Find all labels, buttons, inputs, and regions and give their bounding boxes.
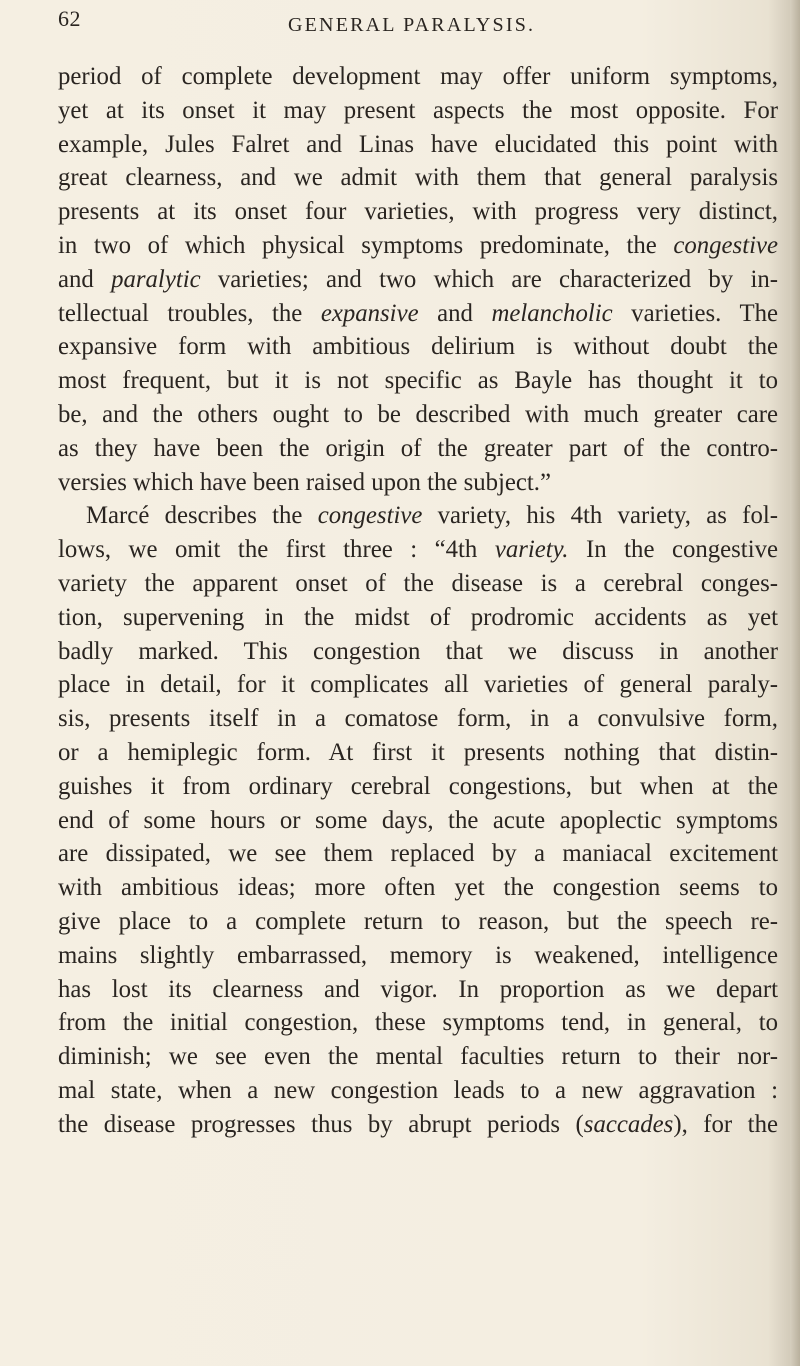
text-segment: mains slightly embarrassed, memory is weakened, intelligence: [58, 941, 778, 969]
text-line: [58, 973, 778, 1007]
text-segment: give place to a complete return to reason, but the speech re-: [58, 907, 778, 935]
text-line: [58, 195, 778, 229]
text-segment: variety the apparent onset of the disease is a cerebral conges-: [58, 569, 778, 597]
text-line: [58, 1006, 778, 1040]
text-segment: versies which have been raised upon the subject.”: [58, 468, 552, 496]
text-line: [58, 1108, 778, 1142]
italic-text: congestive: [317, 502, 423, 530]
text-line: [58, 466, 778, 500]
text-line: [58, 668, 778, 702]
page-edge: [790, 0, 800, 1366]
text-line: [58, 905, 778, 939]
italic-text: congestive: [673, 231, 778, 259]
text-segment: variety, his 4th variety, as fol-: [422, 502, 778, 530]
text-line: [58, 1040, 778, 1074]
text-segment: sis, presents itself in a comatose form, in a convulsive form,: [58, 705, 778, 733]
text-segment: and: [418, 299, 492, 327]
text-line: [58, 601, 778, 635]
text-line: [58, 871, 778, 905]
text-line: [58, 533, 778, 567]
text-segment: Marcé describes the: [86, 502, 318, 530]
text-line: [58, 229, 778, 263]
text-segment: or a hemiplegic form. At first it presents nothing that distin-: [58, 738, 778, 766]
text-line: [58, 804, 778, 838]
text-segment: guishes it from ordinary cerebral congestions, but when at the: [58, 772, 778, 800]
text-segment: expansive form with ambitious delirium is without doubt the: [58, 333, 778, 361]
text-line: [58, 94, 778, 128]
text-segment: great clearness, and we admit with them that general paralysis: [58, 164, 778, 192]
text-line: [58, 297, 778, 331]
italic-text: expansive: [320, 299, 419, 327]
text-segment: with ambitious ideas; more often yet the congestion seems to: [58, 874, 778, 902]
text-segment: ), for the: [673, 1110, 778, 1138]
running-head: GENERAL PARALYSIS.: [288, 14, 536, 36]
text-segment: from the initial congestion, these symptoms tend, in general, to: [58, 1009, 778, 1037]
text-line: [58, 263, 778, 297]
text-segment: as they have been the origin of the greater part of the contro-: [58, 434, 778, 462]
text-segment: most frequent, but it is not specific as Bayle has thought it to: [58, 367, 778, 395]
text-line: [58, 161, 778, 195]
text-line: [58, 770, 778, 804]
text-line: [58, 364, 778, 398]
text-line: [58, 567, 778, 601]
text-line: [58, 635, 778, 669]
text-segment: are dissipated, we see them replaced by a maniacal excitement: [58, 840, 778, 868]
text-segment: the disease progresses thus by abrupt periods (: [58, 1110, 584, 1138]
text-segment: badly marked. This congestion that we discuss in another: [58, 637, 778, 665]
text-segment: mal state, when a new congestion leads to a new aggravation :: [58, 1076, 778, 1104]
text-segment: lows, we omit the first three : “4th: [58, 536, 495, 564]
text-line: [58, 499, 778, 533]
italic-text: paralytic: [111, 265, 201, 293]
text-line: [58, 939, 778, 973]
text-line: [58, 60, 778, 94]
text-segment: presents at its onset four varieties, with progress very distinct,: [58, 198, 778, 226]
text-segment: yet at its onset it may present aspects the most opposite. For: [58, 96, 778, 124]
text-segment: and: [58, 265, 112, 293]
text-segment: place in detail, for it complicates all varieties of general paraly-: [58, 671, 778, 699]
text-line: [58, 702, 778, 736]
text-segment: be, and the others ought to be described with much greater care: [58, 400, 778, 428]
page-number: 62: [58, 6, 81, 31]
text-line: [58, 330, 778, 364]
page-header: [58, 0, 778, 34]
body-text: [58, 60, 778, 1142]
text-segment: tellectual troubles, the: [58, 299, 321, 327]
italic-text: melancholic: [491, 299, 613, 327]
text-line: [58, 432, 778, 466]
text-segment: In the congestive: [568, 536, 778, 564]
text-segment: end of some hours or some days, the acute apoplectic symptoms: [58, 806, 778, 834]
text-line: [58, 736, 778, 770]
text-segment: varieties; and two which are characterized by in-: [200, 265, 778, 293]
text-segment: example, Jules Falret and Linas have elucidated this point with: [58, 130, 778, 158]
text-line: [58, 398, 778, 432]
text-line: [58, 128, 778, 162]
italic-text: variety.: [494, 536, 569, 564]
text-segment: diminish; we see even the mental faculties return to their nor-: [58, 1043, 778, 1071]
text-segment: varieties. The: [612, 299, 778, 327]
text-segment: tion, supervening in the midst of prodromic accidents as yet: [58, 603, 778, 631]
text-segment: in two of which physical symptoms predominate, the: [58, 231, 674, 259]
text-line: [58, 837, 778, 871]
italic-text: saccades: [583, 1110, 674, 1138]
text-line: [58, 1074, 778, 1108]
text-segment: period of complete development may offer uniform symptoms,: [58, 63, 778, 90]
text-segment: has lost its clearness and vigor. In proportion as we depart: [58, 975, 778, 1003]
